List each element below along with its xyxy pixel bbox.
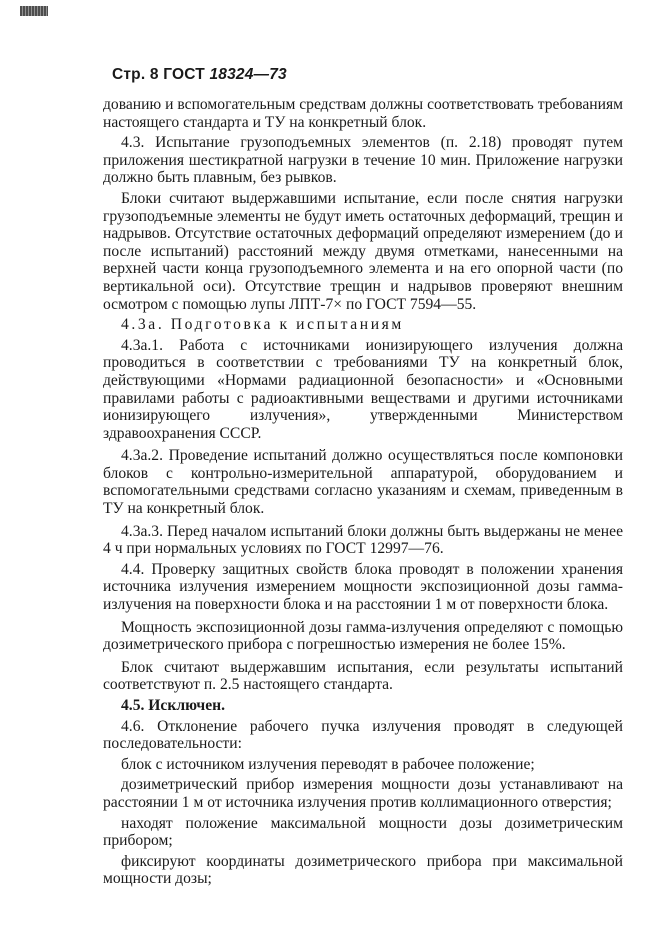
scan-corner-mark	[20, 6, 48, 16]
paragraph-4-4-acceptance: Блок считают выдержавшим испытания, если результаты испытаний соответствуют п. 2.5 настоящего стандарта.	[103, 658, 623, 694]
paragraph-4-4: 4.4. Проверку защитных свойств блока проводят в положении хранения источника излучения измерением мощности экспозиционной дозы гамма-излучения на поверхности блока и на расстоянии 1 м от поверхности блока.	[103, 560, 623, 614]
paragraph-4-3a-2: 4.3а.2. Проведение испытаний должно осуществляться после компоновки блоков с контрольно-измерительной аппаратурой, оборудованием и вспомогательными средствами согласно указаниям и схемам, приведенным в ТУ на конкретный блок.	[103, 447, 623, 518]
paragraph-continuation: дованию и вспомогательным средствам должны соответствовать требованиям настоящего стандарта и ТУ на конкретный блок.	[103, 96, 623, 131]
list-step-2: дозиметрический прибор измерения мощности дозы устанавливают на расстоянии 1 м от источника излучения против коллимационного отверстия;	[103, 776, 623, 811]
paragraph-4-3a-1: 4.3а.1. Работа с источниками ионизирующего излучения должна проводиться в соответствии с требованиями ТУ на конкретный блок, действующими «Нормами радиационной безопасности» и «Основными правилами работы с радиоактивными веществами и другими источниками ионизирующего излучения», утвержденными Министерством здравоохранения СССР.	[103, 336, 623, 442]
header-standard-number: 18324—73	[209, 66, 287, 83]
page-header	[112, 66, 287, 84]
paragraph-4-3: 4.3. Испытание грузоподъемных элементов (п. 2.18) проводят путем приложения шестикратной нагрузки в течение 10 мин. Приложение нагрузки должно быть плавным, без рывков.	[103, 134, 623, 187]
paragraph-4-4-dose-rate: Мощность экспозиционной дозы гамма-излучения определяют с помощью дозиметрического прибора с погрешностью измерения не более 15%.	[103, 618, 623, 654]
paragraph-4-6: 4.6. Отклонение рабочего пучка излучения проводят в следующей последовательности:	[103, 717, 623, 753]
document-body	[103, 96, 623, 891]
list-step-1: блок с источником излучения переводят в рабочее положение;	[121, 755, 535, 773]
header-prefix: Стр. 8 ГОСТ	[112, 66, 205, 83]
section-heading-4-3a: 4.3а. Подготовка к испытаниям	[121, 316, 404, 334]
paragraph-4-3-acceptance: Блоки считают выдержавшими испытание, если после снятия нагрузки грузоподъемные элементы не будут иметь остаточных деформаций, трещин и надрывов. Отсутствие остаточных деформаций определяют измерением (до и после испытаний) расстояний между двумя отметками, нанесенными на верхней части конца грузоподъемного элемента и на его опорной части (по вертикальной оси). Отсутствие трещин и надрывов проверяют внешним осмотром с помощью лупы ЛПТ-7× по ГОСТ 7594—55.	[103, 189, 623, 313]
list-step-4: фиксируют координаты дозиметрического прибора при максимальной мощности дозы;	[103, 852, 623, 888]
paragraph-4-5: 4.5. Исключен.	[121, 697, 225, 714]
paragraph-4-3a-3: 4.3а.3. Перед началом испытаний блоки должны быть выдержаны не менее 4 ч при нормальных условиях по ГОСТ 12997—76.	[103, 522, 623, 558]
list-step-3: находят положение максимальной мощности дозы дозиметрическим прибором;	[103, 814, 623, 850]
